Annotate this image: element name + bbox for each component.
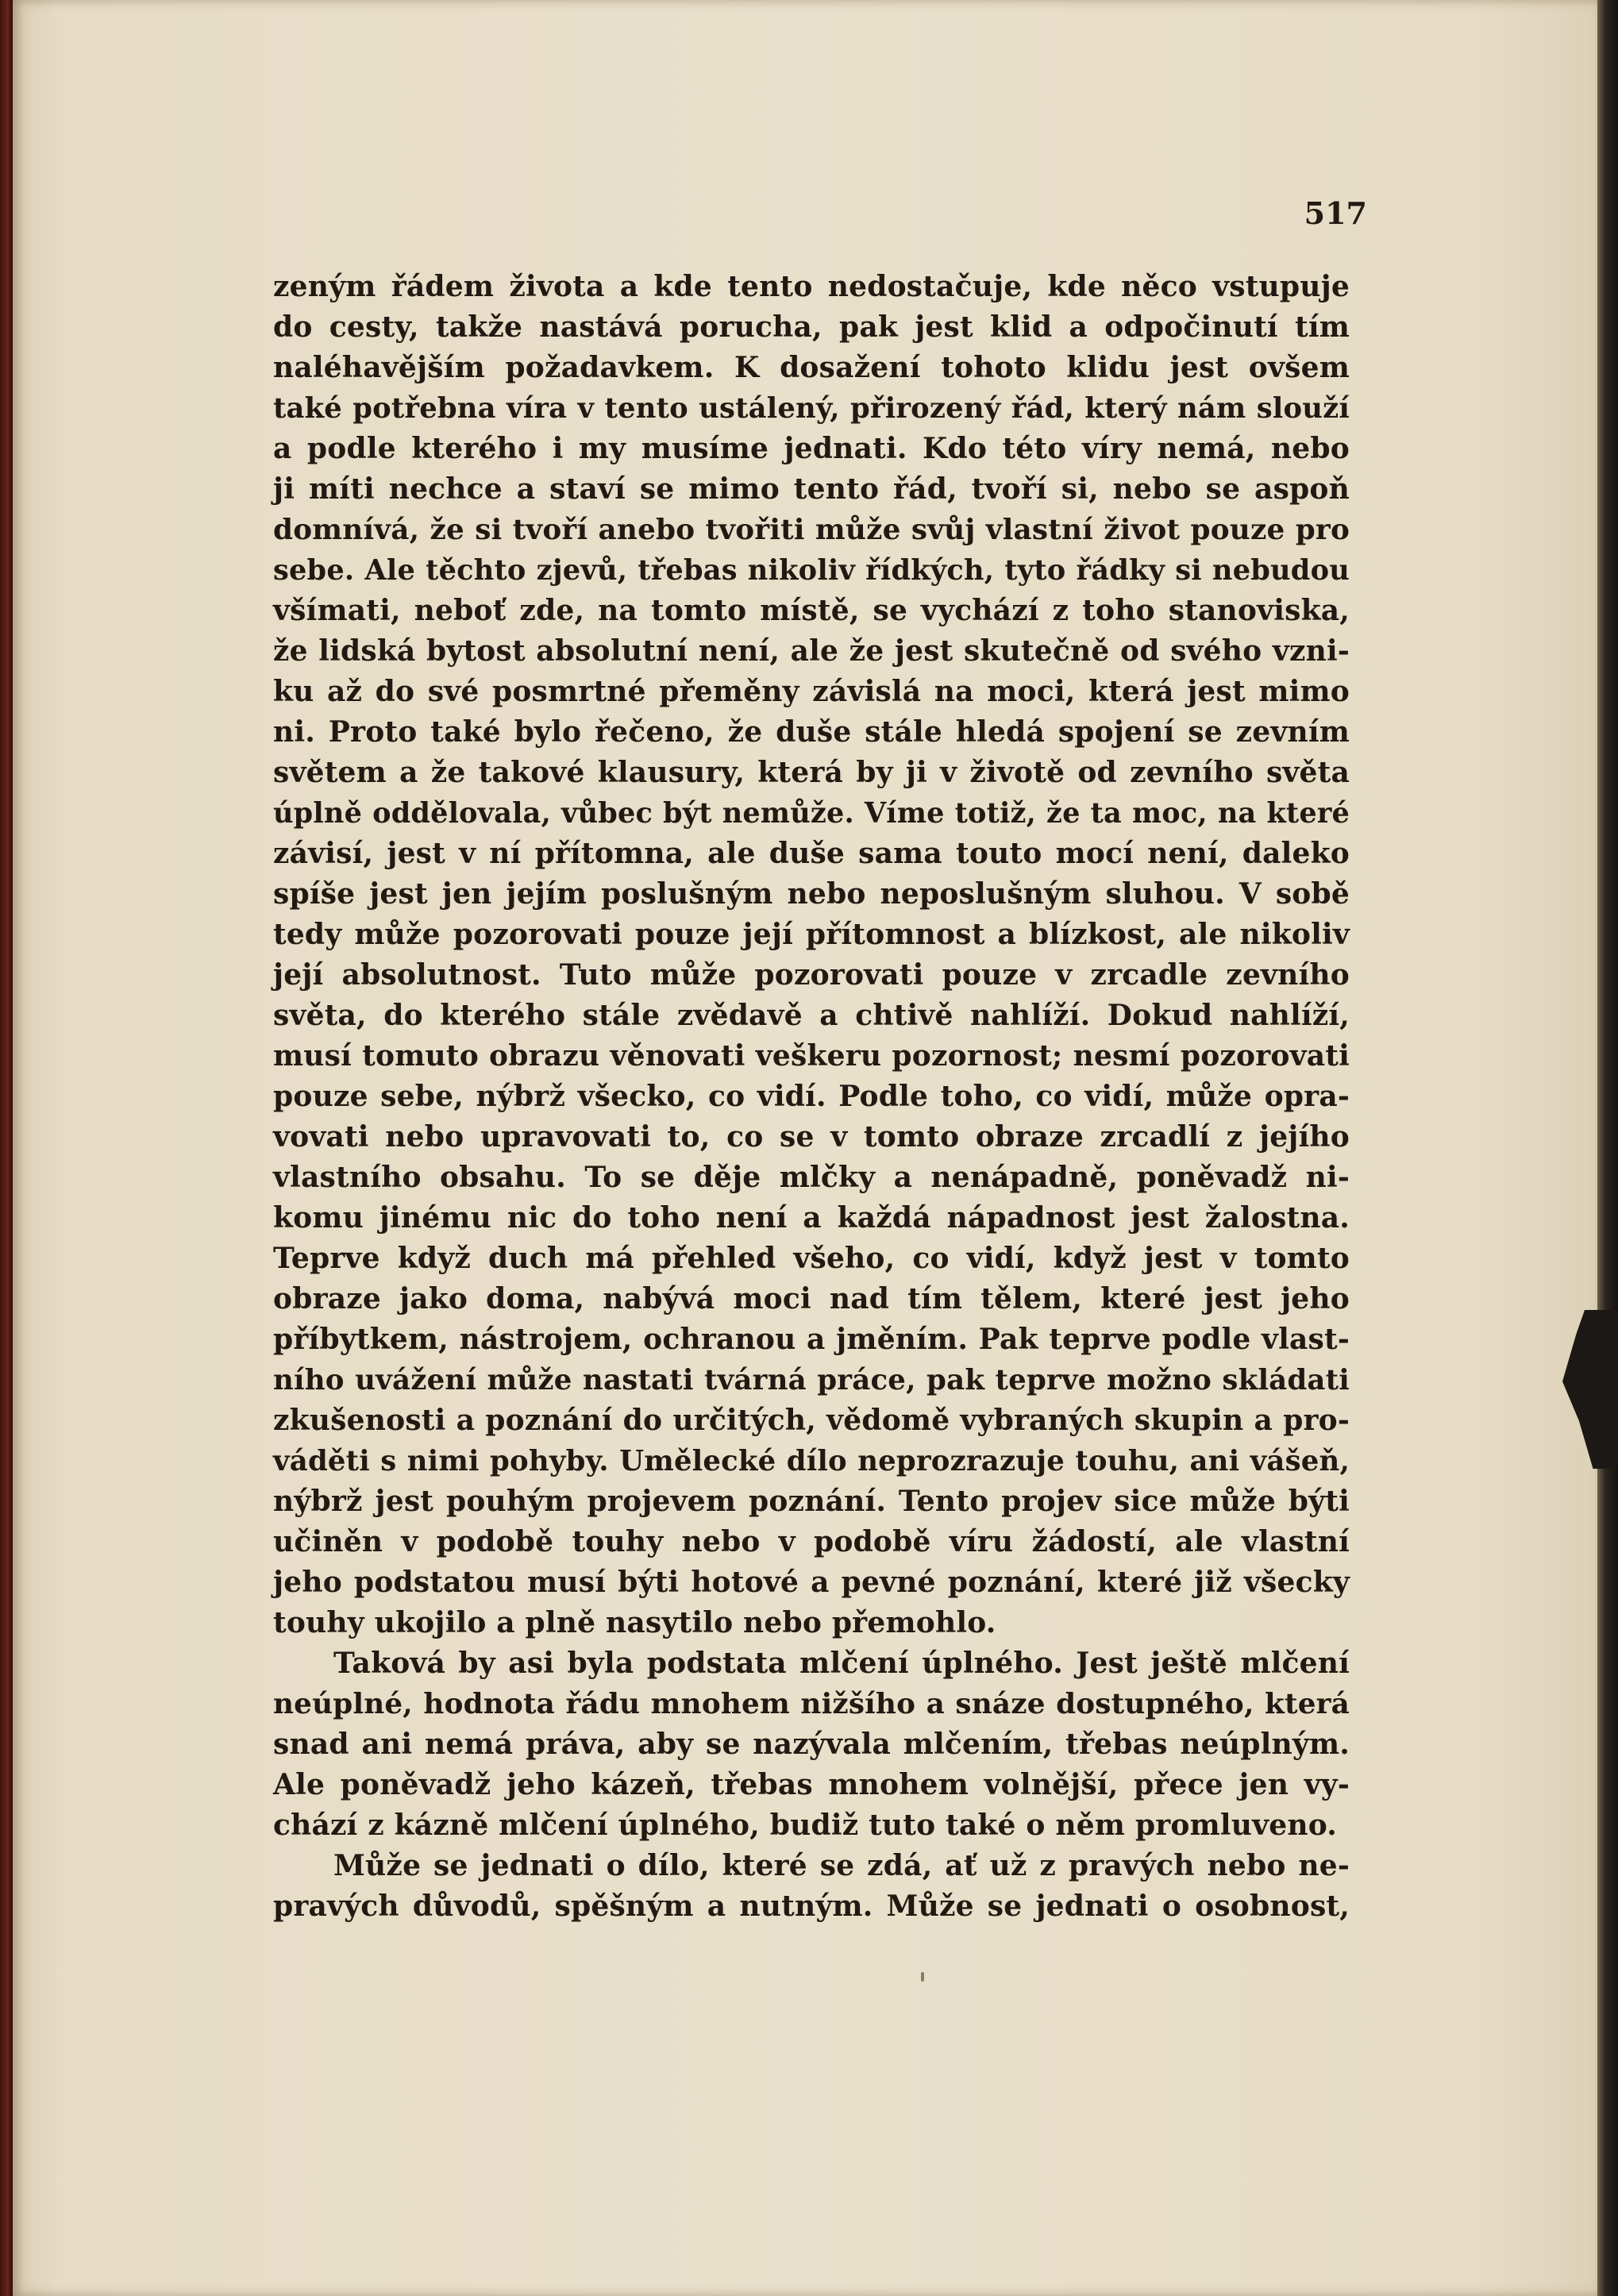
text-line: naléhavějším požadavkem. K dosažení tohoto klidu jest ovšem xyxy=(273,351,1350,384)
text-line: její absolutnost. Tuto může pozorovati pouze v zrcadle zevního xyxy=(273,958,1350,992)
paper-speck xyxy=(921,1972,924,1982)
text-line: a podle kterého i my musíme jednati. Kdo této víry nemá, nebo xyxy=(273,432,1350,465)
text-line: Ale poněvadž jeho kázeň, třebas mnohem volnější, přece jen vy- xyxy=(273,1768,1350,1801)
book-spine xyxy=(0,0,13,2296)
text-line: příbytkem, nástrojem, ochranou a jměním. Pak teprve podle vlast- xyxy=(273,1323,1350,1356)
text-line: všímati, neboť zde, na tomto místě, se vychází z toho stanoviska, xyxy=(273,594,1350,627)
text-line: neúplné, hodnota řádu mnohem nižšího a snáze dostupného, která xyxy=(273,1687,1350,1720)
text-line: sebe. Ale těchto zjevů, třebas nikoliv řídkých, tyto řádky si nebudou xyxy=(273,554,1350,587)
text-line: zkušenosti a poznání do určitých, vědomě vybraných skupin a pro- xyxy=(273,1404,1350,1437)
page-right-edge xyxy=(1597,0,1618,2296)
text-line: učiněn v podobě touhy nebo v podobě víru žádostí, ale vlastní xyxy=(273,1525,1350,1558)
text-line: také potřebna víra v tento ustálený, přirozený řád, který nám slouží xyxy=(273,392,1350,425)
text-line: vlastního obsahu. To se děje mlčky a nenápadně, poněvadž ni- xyxy=(273,1161,1350,1194)
text-line: ního uvážení může nastati tvárná práce, pak teprve možno skládati xyxy=(273,1364,1350,1396)
text-line: světem a že takové klausury, která by ji v životě od zevního světa xyxy=(273,756,1350,789)
text-line: snad ani nemá práva, aby se nazývala mlčením, třebas neúplným. xyxy=(273,1728,1350,1761)
text-line: váděti s nimi pohyby. Umělecké dílo neprozrazuje touhu, ani vášeň, xyxy=(273,1445,1350,1477)
text-line: tedy může pozorovati pouze její přítomnost a blízkost, ale nikoliv xyxy=(273,918,1350,951)
text-line: závisí, jest v ní přítomna, ale duše sama touto mocí není, daleko xyxy=(273,837,1350,870)
text-line: pouze sebe, nýbrž všecko, co vidí. Podle toho, co vidí, může opra- xyxy=(273,1080,1350,1113)
text-line: zeným řádem života a kde tento nedostačuje, kde něco vstupuje xyxy=(273,270,1350,303)
text-line: světa, do kterého stále zvědavě a chtivě nahlíží. Dokud nahlíží, xyxy=(273,999,1350,1032)
text-line: touhy ukojilo a plně nasytilo nebo přemohlo. xyxy=(273,1606,996,1639)
text-line: pravých důvodů, spěšným a nutným. Může se jednati o osobnost, xyxy=(273,1890,1350,1923)
text-line: ku až do své posmrtné přeměny závislá na moci, která jest mimo xyxy=(273,675,1350,708)
text-line: Taková by asi byla podstata mlčení úplného. Jest ještě mlčení xyxy=(333,1647,1350,1680)
text-line: obraze jako doma, nabývá moci nad tím tělem, které jest jeho xyxy=(273,1282,1350,1316)
text-line: úplně oddělovala, vůbec být nemůže. Víme totiž, že ta moc, na které xyxy=(273,797,1350,830)
text-line: Teprve když duch má přehled všeho, co vidí, když jest v tomto xyxy=(273,1242,1350,1275)
text-line: musí tomuto obrazu věnovati veškeru pozornost; nesmí pozorovati xyxy=(273,1039,1350,1073)
body-text xyxy=(273,267,1350,1927)
page-number: 517 xyxy=(1304,195,1367,231)
text-line: spíše jest jen jejím poslušným nebo neposlušným sluhou. V sobě xyxy=(273,877,1350,911)
text-line: že lidská bytost absolutní není, ale že jest skutečně od svého vzni- xyxy=(273,634,1350,668)
text-line: komu jinému nic do toho není a každá nápadnost jest žalostna. xyxy=(273,1201,1350,1235)
text-line: ji míti nechce a staví se mimo tento řád, tvoří si, nebo se aspoň xyxy=(273,472,1350,506)
text-line: do cesty, takže nastává porucha, pak jest klid a odpočinutí tím xyxy=(273,310,1350,344)
text-line: nýbrž jest pouhým projevem poznání. Tento projev sice může býti xyxy=(273,1485,1350,1518)
text-line: vovati nebo upravovati to, co se v tomto obraze zrcadlí z jejího xyxy=(273,1120,1350,1154)
text-line: chází z kázně mlčení úplného, budiž tuto také o něm promluveno. xyxy=(273,1809,1338,1842)
text-line: ni. Proto také bylo řečeno, že duše stále hledá spojení se zevním xyxy=(273,715,1350,749)
text-line: jeho podstatou musí býti hotové a pevné poznání, které již všecky xyxy=(273,1566,1350,1599)
text-line: domnívá, že si tvoří anebo tvořiti může svůj vlastní život pouze pro xyxy=(273,513,1350,546)
text-line: Může se jednati o dílo, které se zdá, ať už z pravých nebo ne- xyxy=(333,1849,1350,1882)
